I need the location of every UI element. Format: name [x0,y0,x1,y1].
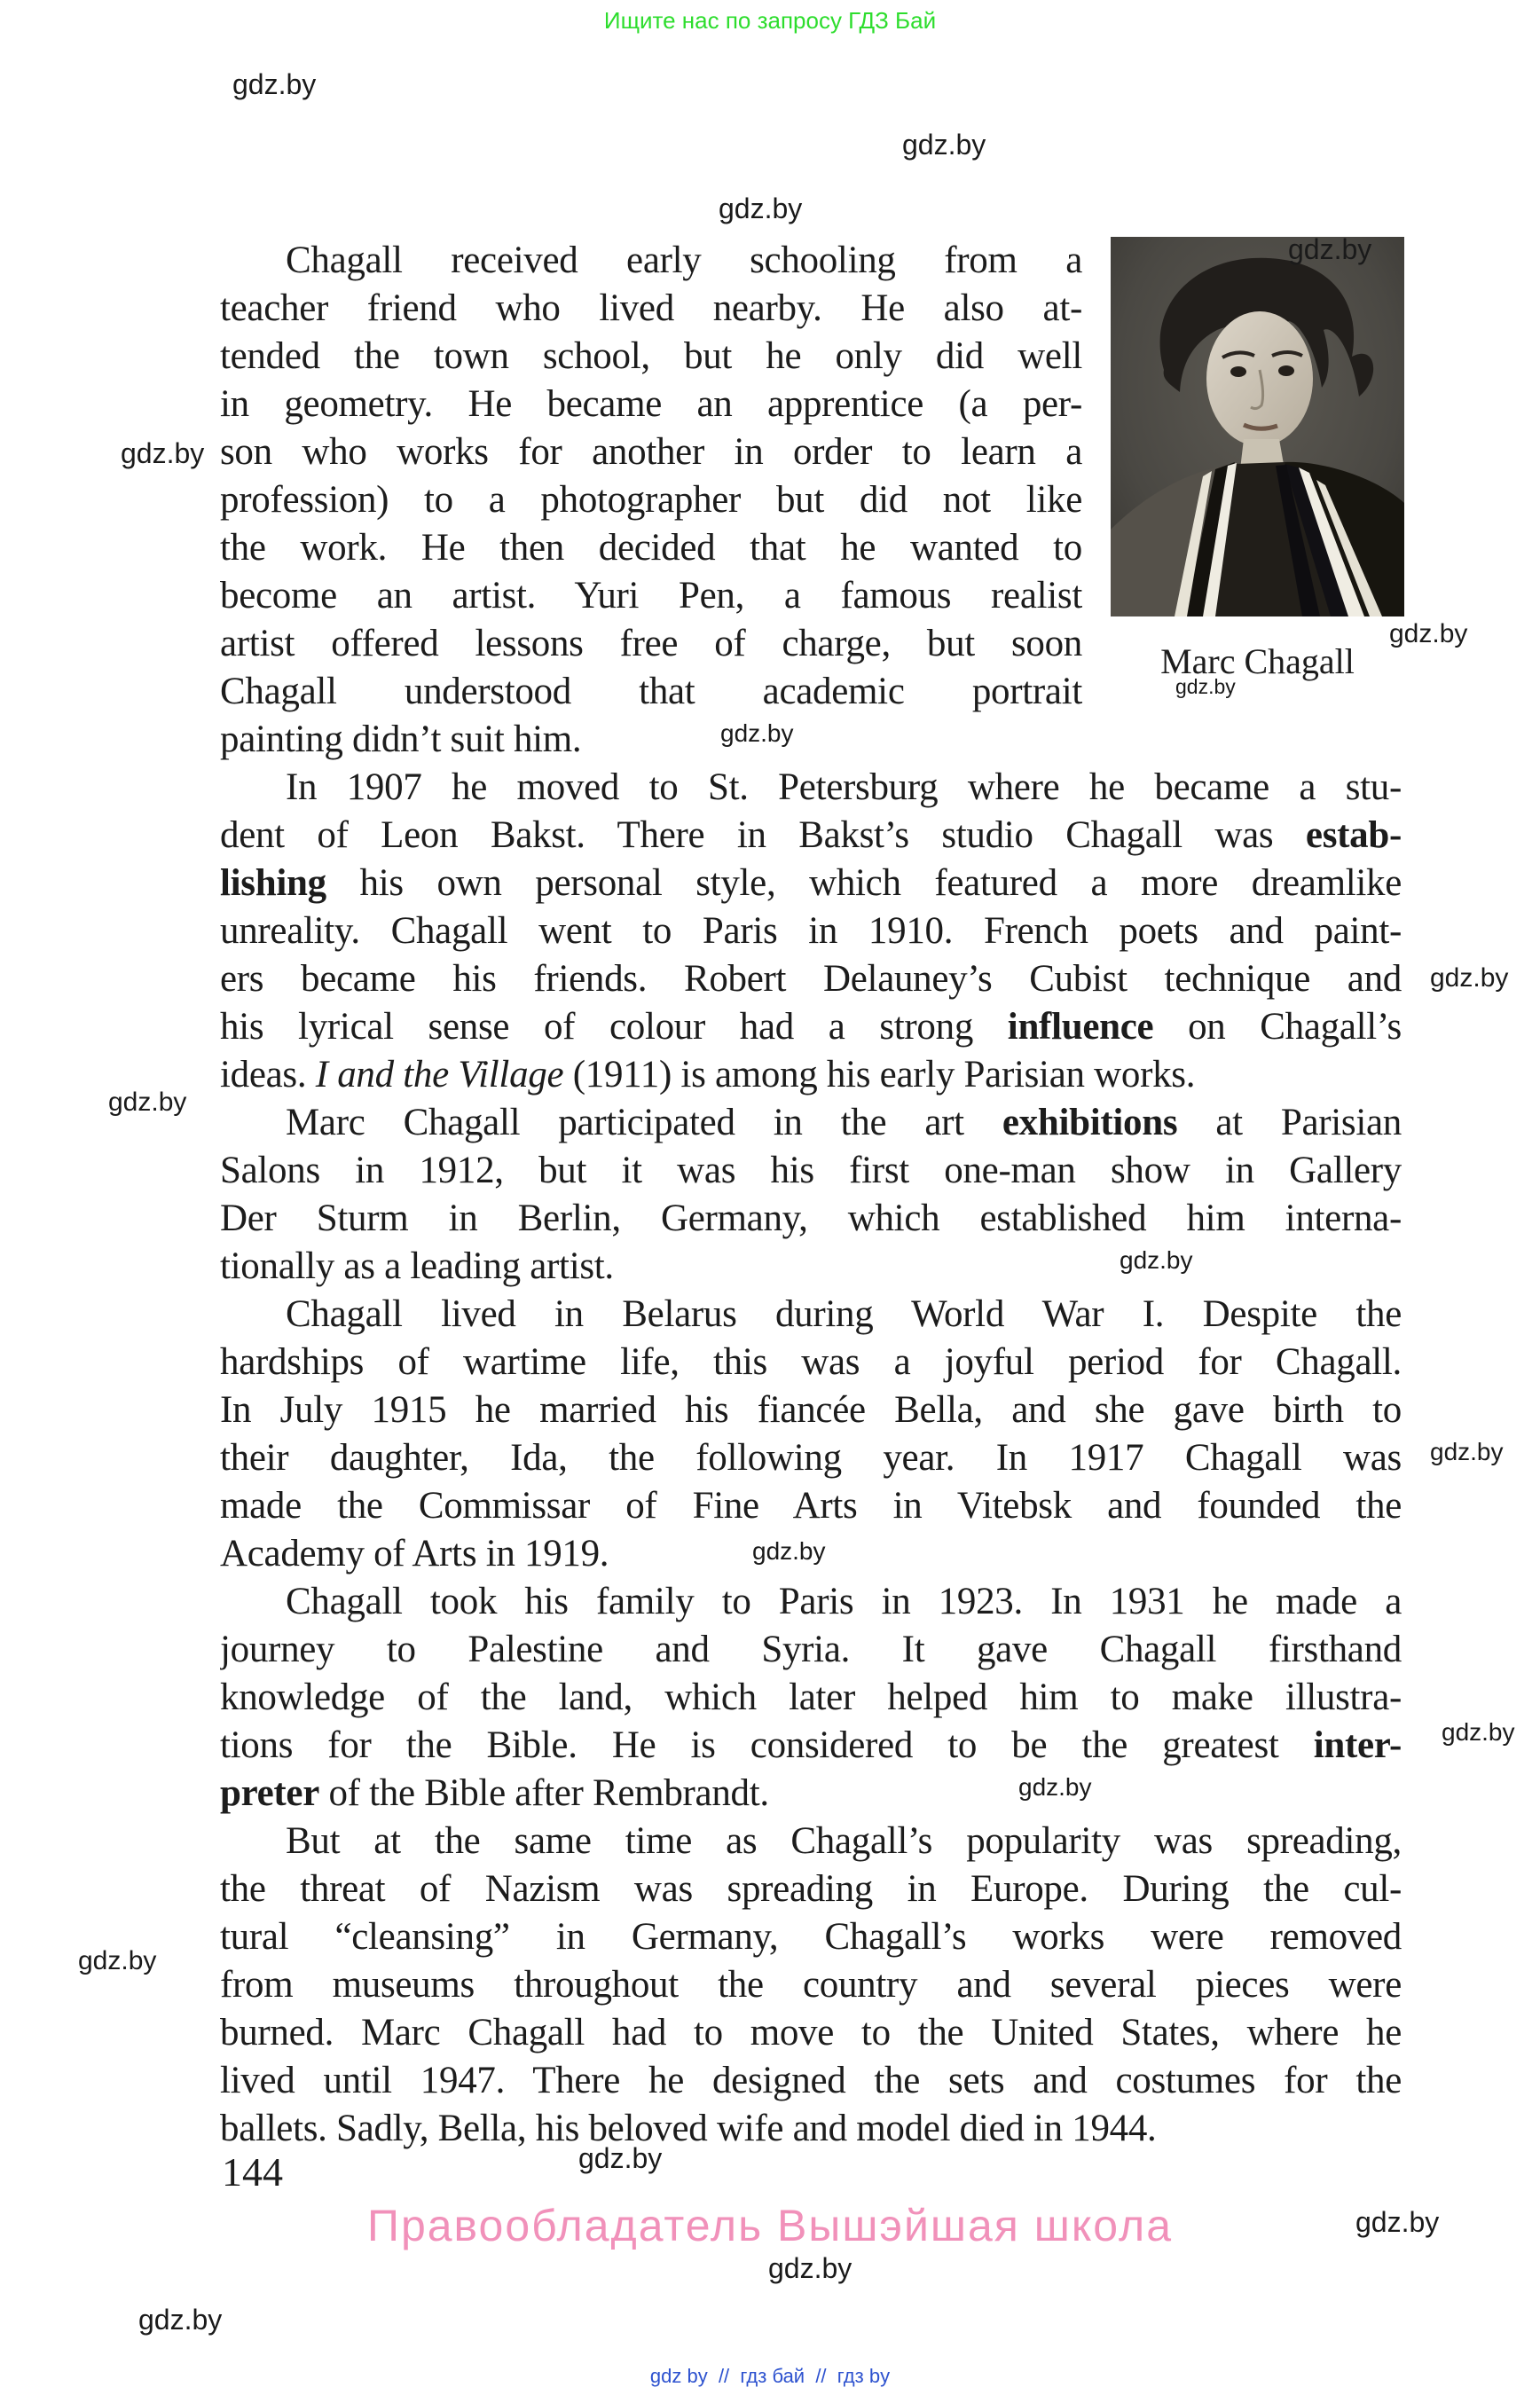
text-line: In July 1915 he married his fiancée Bella, and she gave birth to [220,1389,1402,1431]
text-line: But at the same time as Chagall’s popularity was spreading, [286,1820,1402,1862]
text-line: tions for the Bible. He is considered to be the greatest inter- [220,1724,1402,1766]
gdz-watermark: gdz.by [1288,233,1372,265]
gdz-watermark: gdz.by [1175,675,1236,698]
text-line: tural “cleansing” in Germany, Chagall’s works were removed [220,1916,1402,1958]
paragraph [220,1818,1402,2153]
promo-banner: Ищите нас по запросу ГДЗ Бай [603,7,937,34]
article-text [220,237,1402,2153]
paragraph [220,764,1402,1099]
text-line: hardships of wartime life, this was a joyful period for Chagall. [220,1341,1402,1383]
photo-caption: Marc Chagall [1160,641,1355,681]
text-line: profession) to a photographer but did not like [220,479,1082,521]
text-line: ideas. I and the Village (1911) is among his early Parisian works. [220,1054,1196,1095]
text-line: painting didn’t suit him. [220,719,582,760]
text-line: Chagall took his family to Paris in 1923. In 1931 he made a [286,1581,1402,1622]
text-line: ballets. Sadly, Bella, his beloved wife and model died in 1944. [220,2108,1157,2149]
footer-links: gdz by // гдз бай // гдз by [649,2365,891,2387]
paragraph [220,1099,1402,1291]
text-line: teacher friend who lived nearby. He also at- [220,287,1082,329]
text-line: knowledge of the land, which later helped him to make illustra- [220,1677,1402,1718]
text-line: Academy of Arts in 1919. [220,1533,609,1575]
text-line: Salons in 1912, but it was his first one-man show in Gallery [220,1150,1402,1191]
paragraph [220,237,1082,764]
gdz-watermark: gdz.by [1430,1438,1504,1465]
gdz-watermark: gdz.by [1120,1246,1193,1274]
text-line: dent of Leon Bakst. There in Bakst’s studio Chagall was estab- [220,814,1402,856]
paragraph [220,1291,1402,1578]
text-line: the work. He then decided that he wanted to [220,527,1082,569]
text-line: artist offered lessons free of charge, but soon [220,623,1082,664]
gdz-watermark: gdz.by [719,192,803,224]
text-line: preter of the Bible after Rembrandt. [220,1772,769,1814]
text-line: in geometry. He became an apprentice (a per- [220,383,1082,425]
gdz-watermark: gdz.by [78,1946,157,1975]
copyright-notice: Правообладатель Вышэйшая школа [367,2201,1173,2250]
text-line: ers became his friends. Robert Delauney’s Cubist technique and [220,958,1402,1000]
gdz-watermark: gdz.by [1389,619,1468,648]
text-line: Chagall lived in Belarus during World War I. Despite the [286,1293,1402,1335]
gdz-watermark: gdz.by [1430,963,1509,993]
text-line: burned. Marc Chagall had to move to the United States, where he [220,2012,1402,2054]
gdz-watermark: gdz.by [578,2142,663,2174]
gdz-watermark: gdz.by [1355,2206,1440,2238]
gdz-watermark: gdz.by [768,2252,852,2284]
text-line: Der Sturm in Berlin, Germany, which established him interna- [220,1198,1402,1239]
page-number: 144 [222,2149,283,2195]
text-line: become an artist. Yuri Pen, a famous realist [220,575,1082,616]
gdz-watermark: gdz.by [121,437,205,469]
text-line: unreality. Chagall went to Paris in 1910. French poets and paint- [220,910,1402,952]
text-line: their daughter, Ida, the following year. In 1917 Chagall was [220,1437,1402,1479]
gdz-watermark: gdz.by [1018,1773,1092,1801]
text-line: tionally as a leading artist. [220,1245,614,1287]
text-line: journey to Palestine and Syria. It gave Chagall firsthand [220,1629,1402,1670]
gdz-watermark: gdz.by [1442,1718,1515,1746]
text-line: tended the town school, but he only did well [220,335,1082,377]
text-line: Marc Chagall participated in the art exhibitions at Parisian [286,1102,1402,1143]
gdz-watermark: gdz.by [232,68,317,100]
text-line: Chagall received early schooling from a [286,240,1082,281]
paragraph [220,1578,1402,1818]
gdz-watermark: gdz.by [720,719,794,747]
text-line: In 1907 he moved to St. Petersburg where he became a stu- [286,766,1402,808]
text-line: lishing his own personal style, which featured a more dreamlike [220,862,1402,904]
text-line: lived until 1947. There he designed the sets and costumes for the [220,2060,1402,2101]
gdz-watermark: gdz.by [752,1537,826,1565]
text-line: the threat of Nazism was spreading in Europe. During the cul- [220,1868,1402,1910]
gdz-watermark: gdz.by [138,2304,223,2336]
text-line: son who works for another in order to learn a [220,431,1082,473]
gdz-watermark: gdz.by [108,1088,187,1117]
text-line: made the Commissar of Fine Arts in Vitebsk and founded the [220,1485,1402,1527]
text-line: from museums throughout the country and several pieces were [220,1964,1402,2006]
text-line: Chagall understood that academic portrait [220,671,1082,712]
gdz-watermark: gdz.by [902,129,986,161]
text-line: his lyrical sense of colour had a strong influence on Chagall’s [220,1006,1402,1048]
